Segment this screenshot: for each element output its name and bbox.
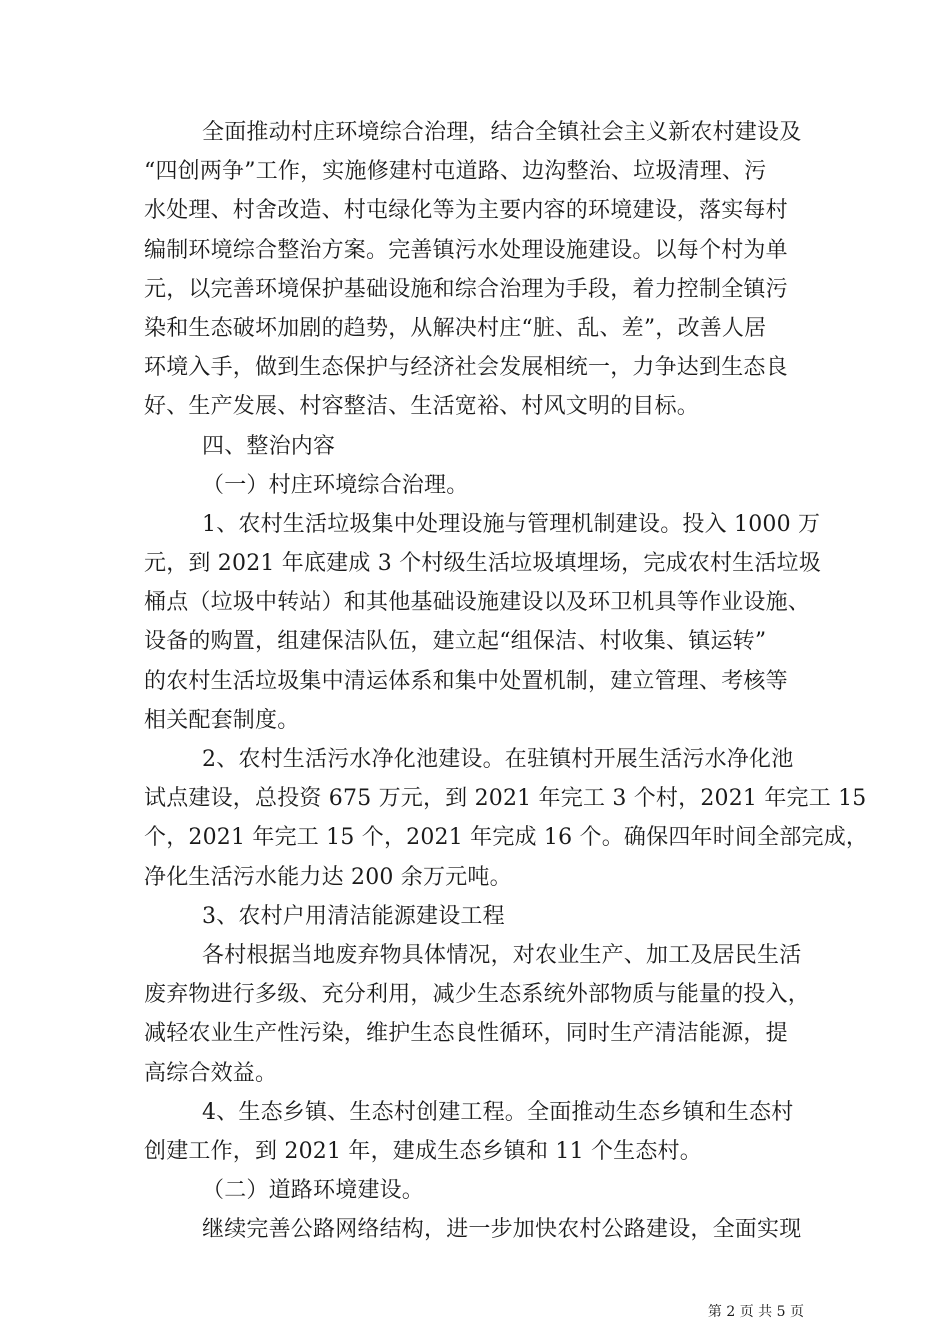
text-line: 桶点（垃圾中转站）和其他基础设施建设以及环卫机具等作业设施、 bbox=[144, 590, 811, 616]
text-line: 继续完善公路网络结构，进一步加快农村公路建设，全面实现 bbox=[202, 1217, 802, 1243]
page-number-footer: 第 2 页 共 5 页 bbox=[707, 1304, 804, 1320]
text-line: 编制环境综合整治方案。完善镇污水处理设施建设。以每个村为单 bbox=[144, 237, 788, 263]
text-line: 好、生产发展、村容整洁、生活宽裕、村风文明的目标。 bbox=[144, 394, 700, 420]
text-line: 环境入手，做到生态保护与经济社会发展相统一，力争达到生态良 bbox=[144, 355, 788, 381]
document-body bbox=[144, 113, 869, 1249]
text-line: 元，到 2021 年底建成 3 个村级生活垃圾填埋场，完成农村生活垃圾 bbox=[144, 551, 821, 577]
text-line: 全面推动村庄环境综合治理，结合全镇社会主义新农村建设及 bbox=[202, 120, 802, 145]
text-line: 试点建设，总投资 675 万元，到 2021 年完工 3 个村，2021 年完工 15 bbox=[144, 786, 867, 812]
text-line: 4、生态乡镇、生态村创建工程。全面推动生态乡镇和生态村 bbox=[202, 1099, 794, 1125]
text-line: 染和生态破坏加剧的趋势，从解决村庄“脏、乱、差”，改善人居 bbox=[144, 315, 767, 341]
text-line: 水处理、村舍改造、村屯绿化等为主要内容的环境建设，落实每村 bbox=[144, 198, 788, 224]
text-line: 创建工作，到 2021 年，建成生态乡镇和 11 个生态村。 bbox=[144, 1138, 702, 1164]
text-line: 高综合效益。 bbox=[144, 1060, 278, 1086]
text-line: 的农村生活垃圾集中清运体系和集中处置机制，建立管理、考核等 bbox=[144, 668, 788, 694]
text-line: 个，2021 年完工 15 个，2021 年完成 16 个。确保四年时间全部完成， bbox=[144, 825, 869, 851]
text-line: 减轻农业生产性污染，维护生态良性循环，同时生产清洁能源，提 bbox=[144, 1021, 788, 1047]
text-line: （二）道路环境建设。 bbox=[202, 1178, 425, 1204]
text-line: 四、整治内容 bbox=[202, 433, 336, 459]
text-line: 废弃物进行多级、充分利用，减少生态系统外部物质与能量的投入， bbox=[144, 982, 811, 1008]
text-line: 各村根据当地废弃物具体情况，对农业生产、加工及居民生活 bbox=[202, 942, 802, 968]
text-line: 设备的购置，组建保洁队伍，建立起“组保洁、村收集、镇运转” bbox=[144, 629, 767, 655]
text-line: “四创两争”工作，实施修建村屯道路、边沟整治、垃圾清理、污 bbox=[144, 159, 767, 185]
text-line: 相关配套制度。 bbox=[144, 707, 300, 733]
text-line: 3、农村户用清洁能源建设工程 bbox=[202, 903, 505, 929]
text-line: 净化生活污水能力达 200 余万元吨。 bbox=[144, 864, 512, 890]
text-line: 元，以完善环境保护基础设施和综合治理为手段，着力控制全镇污 bbox=[144, 276, 788, 302]
text-line: 2、农村生活污水净化池建设。在驻镇村开展生活污水净化池 bbox=[202, 747, 794, 772]
text-line: （一）村庄环境综合治理。 bbox=[202, 472, 469, 498]
text-line: 1、农村生活垃圾集中处理设施与管理机制建设。投入 1000 万 bbox=[202, 511, 821, 537]
